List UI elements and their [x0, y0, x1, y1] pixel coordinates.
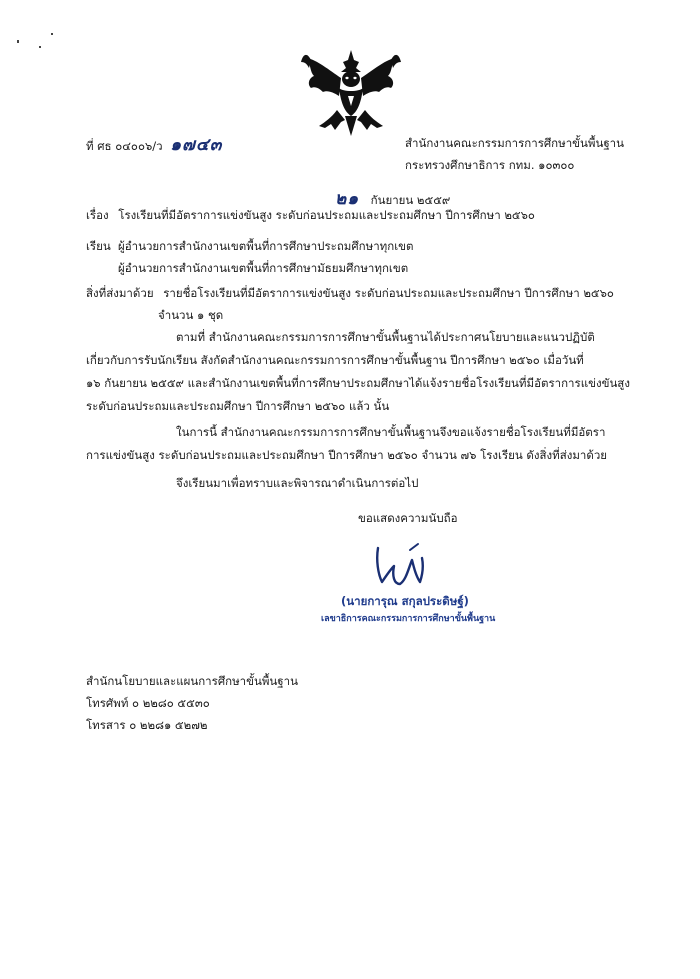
- enclosure-text: รายชื่อโรงเรียนที่มีอัตราการแข่งขันสูง ระดับก่อนประถมและประถมศึกษา ปีการศึกษา ๒๕๖๐: [163, 286, 614, 300]
- subject-line: [86, 207, 535, 225]
- recipient-line-2: ผู้อำนวยการสำนักงานเขตพื้นที่การศึกษามัธยมศึกษาทุกเขต: [118, 261, 409, 275]
- reference-number-handwritten: ๑๗๔๓: [170, 135, 223, 155]
- salutation: ขอแสดงความนับถือ: [358, 511, 458, 525]
- date-day-handwritten: ๒๑: [335, 189, 359, 209]
- enclosure-count: จำนวน ๑ ชุด: [158, 308, 224, 322]
- reference-number: [86, 131, 222, 158]
- signatory-name: (นายการุณ สกุลประดิษฐ์): [341, 594, 469, 608]
- footer-phone: โทรศัพท์ ๐ ๒๒๘๐ ๕๕๓๐: [86, 696, 210, 710]
- scan-speck: [39, 46, 41, 48]
- recipient-label: เรียน: [86, 239, 111, 253]
- body-para2-line2: การแข่งขันสูง ระดับก่อนประถมและประถมศึกษา ปีการศึกษา ๒๕๖๐ จำนวน ๗๖ โรงเรียน ดังสิ่งที่ส่งมาด้วย: [86, 448, 608, 462]
- scan-speck: [17, 40, 19, 43]
- scan-speck: [51, 33, 53, 35]
- garuda-emblem-icon: [301, 48, 401, 136]
- footer-fax: โทรสาร ๐ ๒๒๘๑ ๕๒๗๒: [86, 718, 208, 732]
- footer-office: สำนักนโยบายและแผนการศึกษาขั้นพื้นฐาน: [86, 674, 298, 688]
- agency-address: กระทรวงศึกษาธิการ กทม. ๑๐๓๐๐: [405, 158, 575, 172]
- signatory-position: เลขาธิการคณะกรรมการการศึกษาขั้นพื้นฐาน: [321, 614, 496, 624]
- body-para1-line1: ตามที่ สำนักงานคณะกรรมการการศึกษาขั้นพื้นฐานได้ประกาศนโยบายและแนวปฏิบัติ: [176, 330, 595, 344]
- enclosure-line: [86, 285, 614, 303]
- enclosure-label: สิ่งที่ส่งมาด้วย: [86, 286, 154, 300]
- handwritten-signature-icon: [372, 540, 432, 590]
- reference-prefix: ที่ ศธ ๐๔๐๐๖/ว: [86, 139, 163, 153]
- body-para1-line4: ระดับก่อนประถมและประถมศึกษา ปีการศึกษา ๒๕๖๐ แล้ว นั้น: [86, 399, 390, 413]
- agency-name: สำนักงานคณะกรรมการการศึกษาขั้นพื้นฐาน: [405, 136, 624, 150]
- subject-label: เรื่อง: [86, 208, 109, 222]
- subject-text: โรงเรียนที่มีอัตราการแข่งขันสูง ระดับก่อนประถมและประถมศึกษา ปีการศึกษา ๒๕๖๐: [118, 208, 535, 222]
- body-para2-line1: ในการนี้ สำนักงานคณะกรรมการการศึกษาขั้นพื้นฐานจึงขอแจ้งรายชื่อโรงเรียนที่มีอัตรา: [176, 425, 606, 439]
- recipient-line-1: ผู้อำนวยการสำนักงานเขตพื้นที่การศึกษาประถมศึกษาทุกเขต: [118, 239, 414, 253]
- date-month-year: กันยายน ๒๕๕๙: [370, 193, 451, 207]
- body-para1-line2: เกี่ยวกับการรับนักเรียน สังกัดสำนักงานคณะกรรมการการศึกษาขั้นพื้นฐาน ปีการศึกษา ๒๕๖๐ เมื่อวันที่: [86, 353, 584, 367]
- body-para1-line3: ๑๖ กันยายน ๒๕๕๙ และสำนักงานเขตพื้นที่การศึกษาประถมศึกษาได้แจ้งรายชื่อโรงเรียนที่มีอัตราการแข่งขันสูง: [86, 376, 630, 390]
- closing-line: จึงเรียนมาเพื่อทราบและพิจารณาดำเนินการต่อไป: [176, 476, 419, 490]
